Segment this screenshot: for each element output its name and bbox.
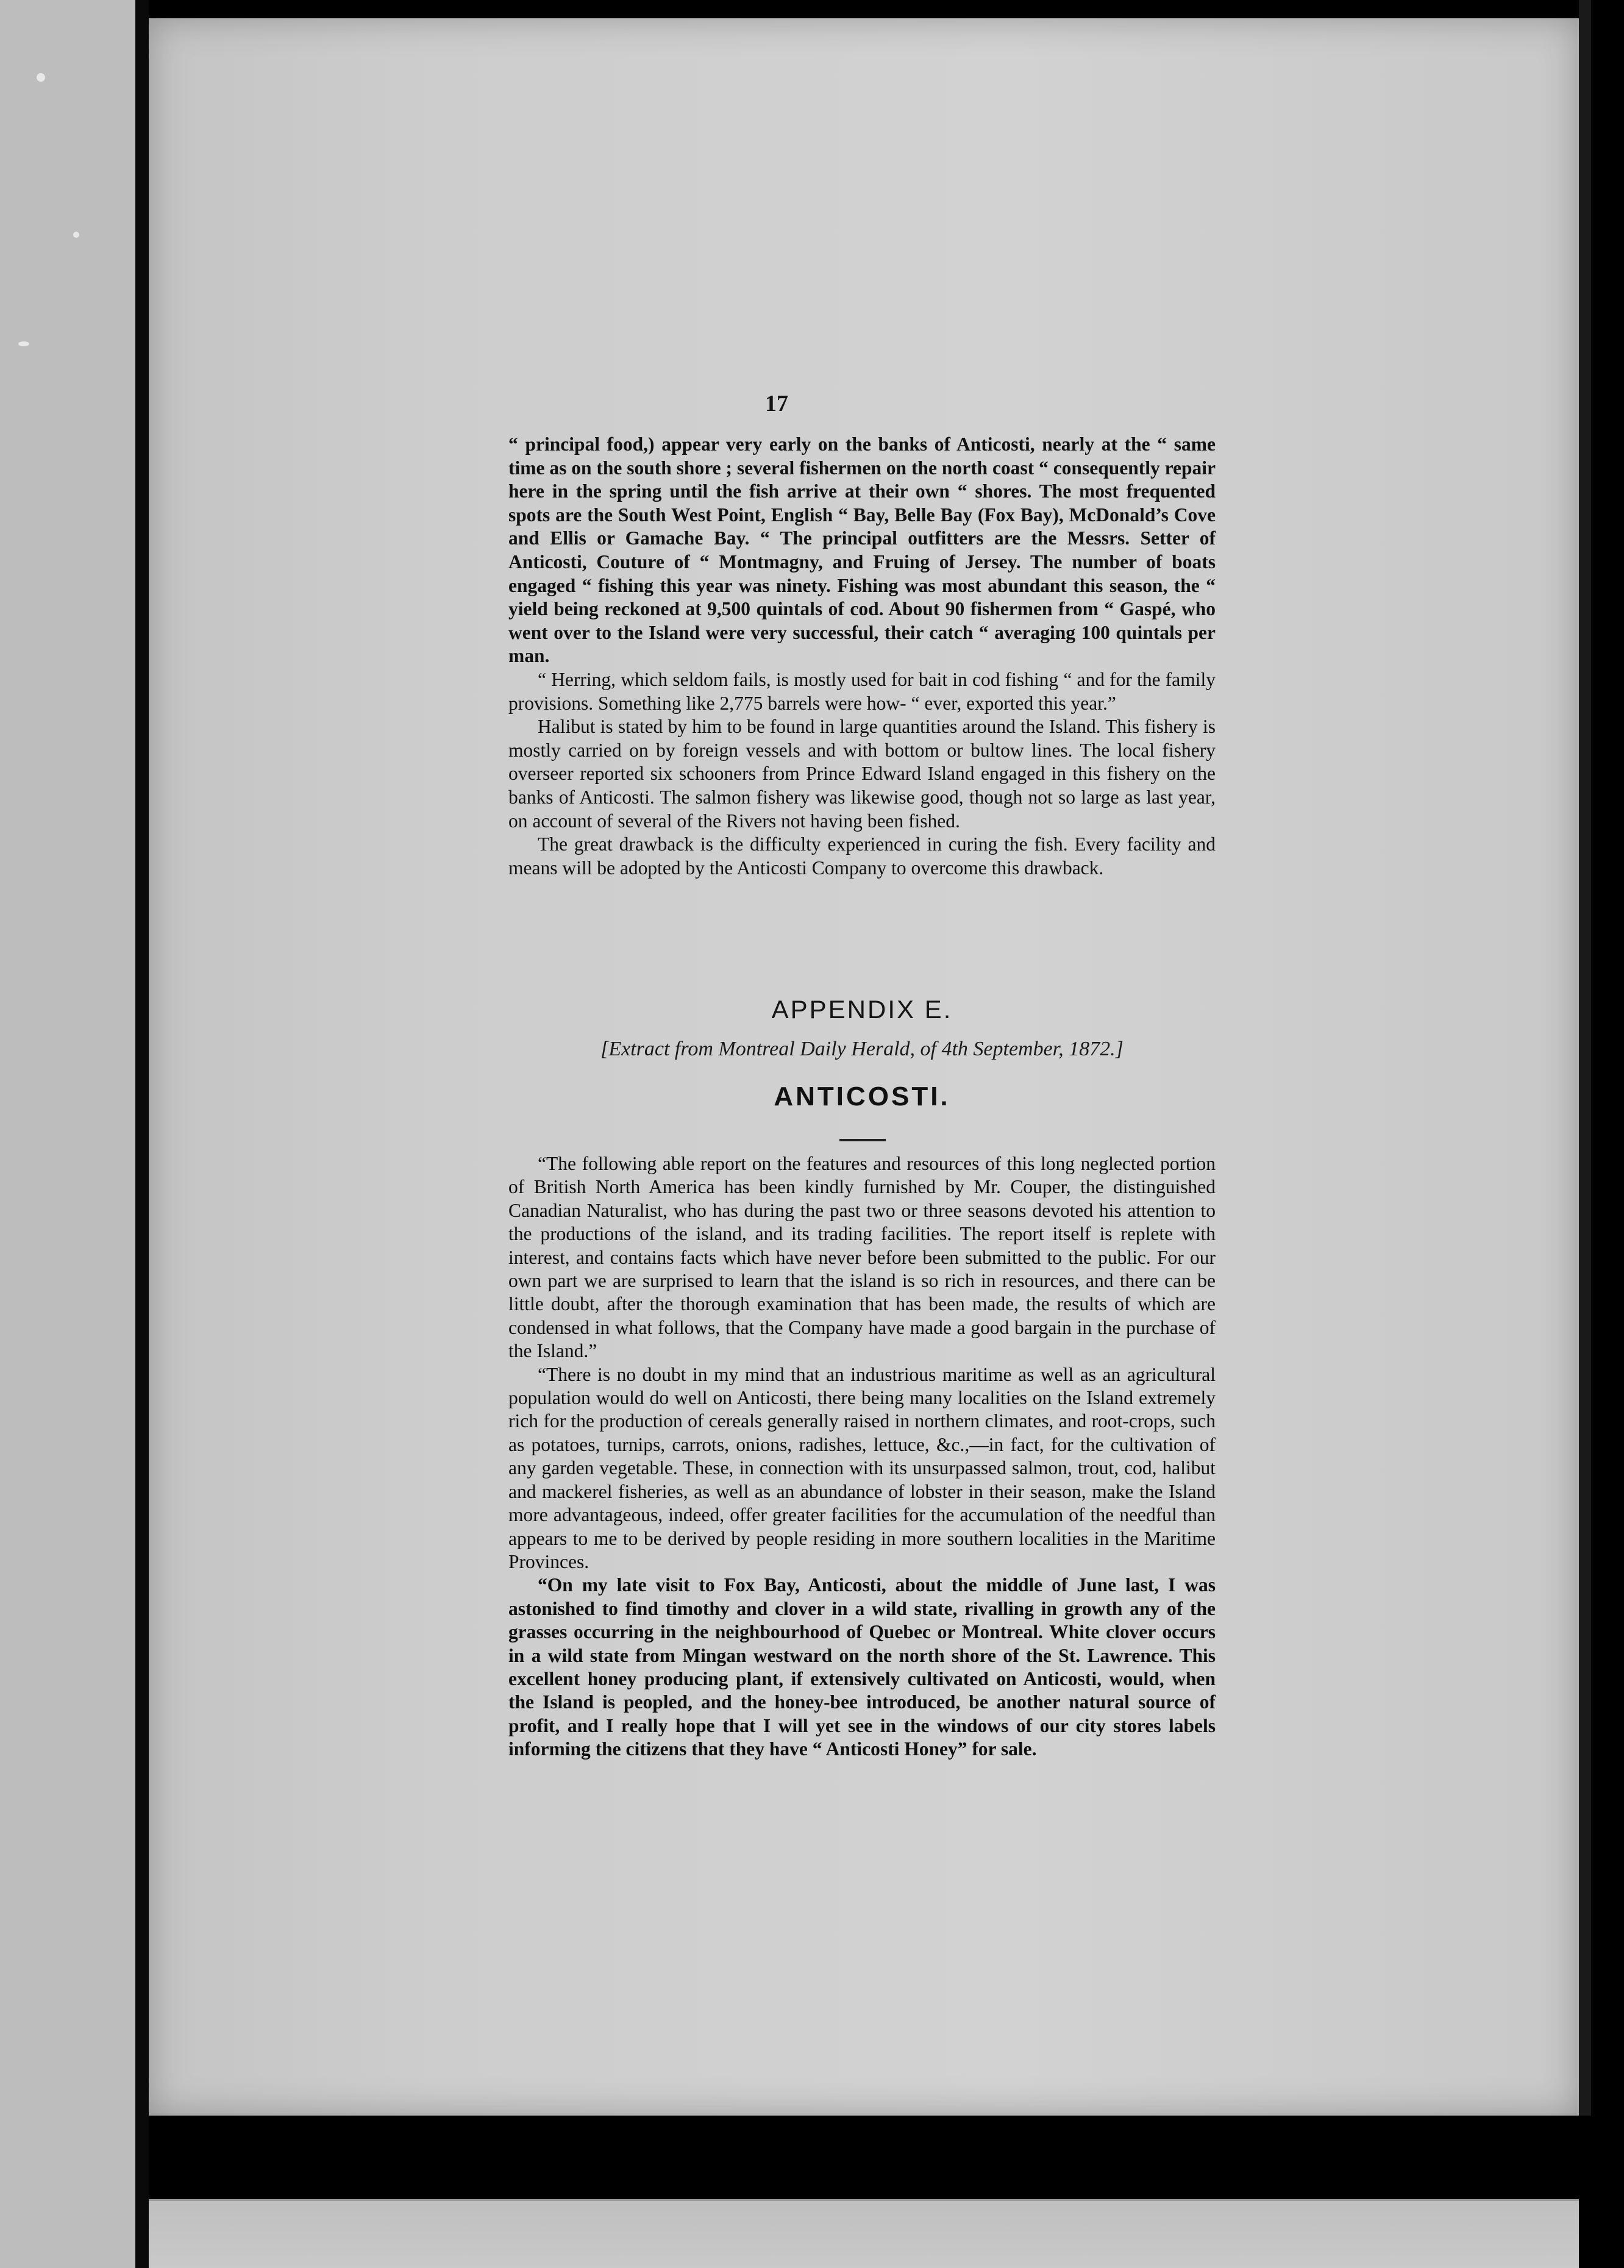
page-foot-edge [149,2199,1579,2268]
paragraph-halibut: Halibut is stated by him to be found in large quantities around the Island. This fishery is mostly carried on by foreign vessels and with bottom or bultow lines. The local fishery overseer reported six schooners from Prince Edward Island engaged in this fishery on the banks of Anticosti. The salmon fishery was likewise good, though not so large as last year, on account of several of the Rivers not having been fished. [508,716,1216,832]
document-page [149,18,1579,2116]
adjacent-page-sliver [0,0,135,2268]
bottom-film-band [149,2116,1579,2268]
paragraph-report-intro: “The following able report on the features and resources of this long neglected portion of British North America has been kindly furnished by Mr. Couper, the distinguished Canadian Naturalist, who has during the past two or three seasons devoted his attention to the productions of the island, and its trading facilities. The report itself is replete with interest, and contains facts which have never before been submitted to the public. For our own part we are surprised to learn that the island is so rich in resources, and there can be little doubt, after the thorough examination that has been made, the results of which are condensed in what follows, that the Company have made a good bargain in the purchase of the Island.” [508,1153,1216,1362]
paragraph-agriculture: “There is no doubt in my mind that an industrious maritime as well as an agricultural population would do well on Anticosti, there being many localities on the Island extremely rich for the production of cereals generally raised in northern climates, and root-crops, such as potatoes, turnips, carrots, onions, radishes, lettuce, &c.,—in fact, for the cultivation of any garden vegetable. These, in connection with its unsurpassed salmon, trout, cod, halibut and mackerel fisheries, as well as an abundance of lobster in their season, make the Island more advantageous, indeed, offer greater facilities for the accumulation of the needful than appears to me to be derived by people residing in more southern localities in the Maritime Provinces. [508,1363,1216,1572]
section-title: ANTICOSTI. [774,1082,950,1111]
paragraph-drawback: The great drawback is the difficulty experienced in curing the fish. Every facility and means will be adopted by the Anticosti Company to overcome this drawback. [508,833,1216,879]
paragraph-herring-quote: “ Herring, which seldom fails, is mostly used for bait in cod fishing “ and for the family provisions. Something like 2,775 barrels were how- “ ever, exported this year.” [508,668,1216,714]
paragraph-fishermen-quote: “ principal food,) appear very early on the banks of Anticosti, nearly at the “ same time as on the south shore ; several fishermen on the north coast “ consequently repair here in the spring until the fish arrive at their own “ shores. The most frequented spots are the South West Point, English “ Bay, Belle Bay (Fox Bay), McDonald’s Cove and Ellis or Gamache Bay. “ The principal outfitters are the Messrs. Setter of Anticosti, Couture of “ Montmagny, and Fruing of Jersey. The number of boats engaged “ fishing this year was ninety. Fishing was most abundant this season, the “ yield being reckoned at 9,500 quintals of cod. About 90 fishermen from “ Gaspé, who went over to the Island were very successful, their catch “ averaging 100 quintals per man. [508,433,1216,667]
film-speck [18,341,29,346]
right-film-edge [1579,0,1624,2268]
extract-source-line: [Extract from Montreal Daily Herald, of 4th September, 1872.] [600,1038,1124,1060]
title-rule [839,1139,886,1141]
binding-gutter [135,0,149,2268]
page-number: 17 [765,391,788,416]
paragraph-honey: “On my late visit to Fox Bay, Anticosti, about the middle of June last, I was astonished to find timothy and clover in a wild state, rivalling in growth any of the grasses occurring in the neighbourhood of Quebec or Montreal. White clover occurs in a wild state from Mingan westward on the north shore of the St. Lawrence. This excellent honey producing plant, if extensively cultivated on Anticosti, would, when the Island is peopled, and the honey-bee introduced, be another natural source of profit, and I really hope that I will yet see in the windows of our city stores labels informing the citizens that they have “ Anticosti Honey” for sale. [508,1574,1216,1760]
film-speck [73,232,79,238]
top-text-column [508,433,1216,880]
bottom-text-column [508,1152,1216,1761]
right-edge-strip [1579,0,1591,2116]
film-speck [37,73,45,82]
appendix-heading: APPENDIX E. [771,995,953,1024]
